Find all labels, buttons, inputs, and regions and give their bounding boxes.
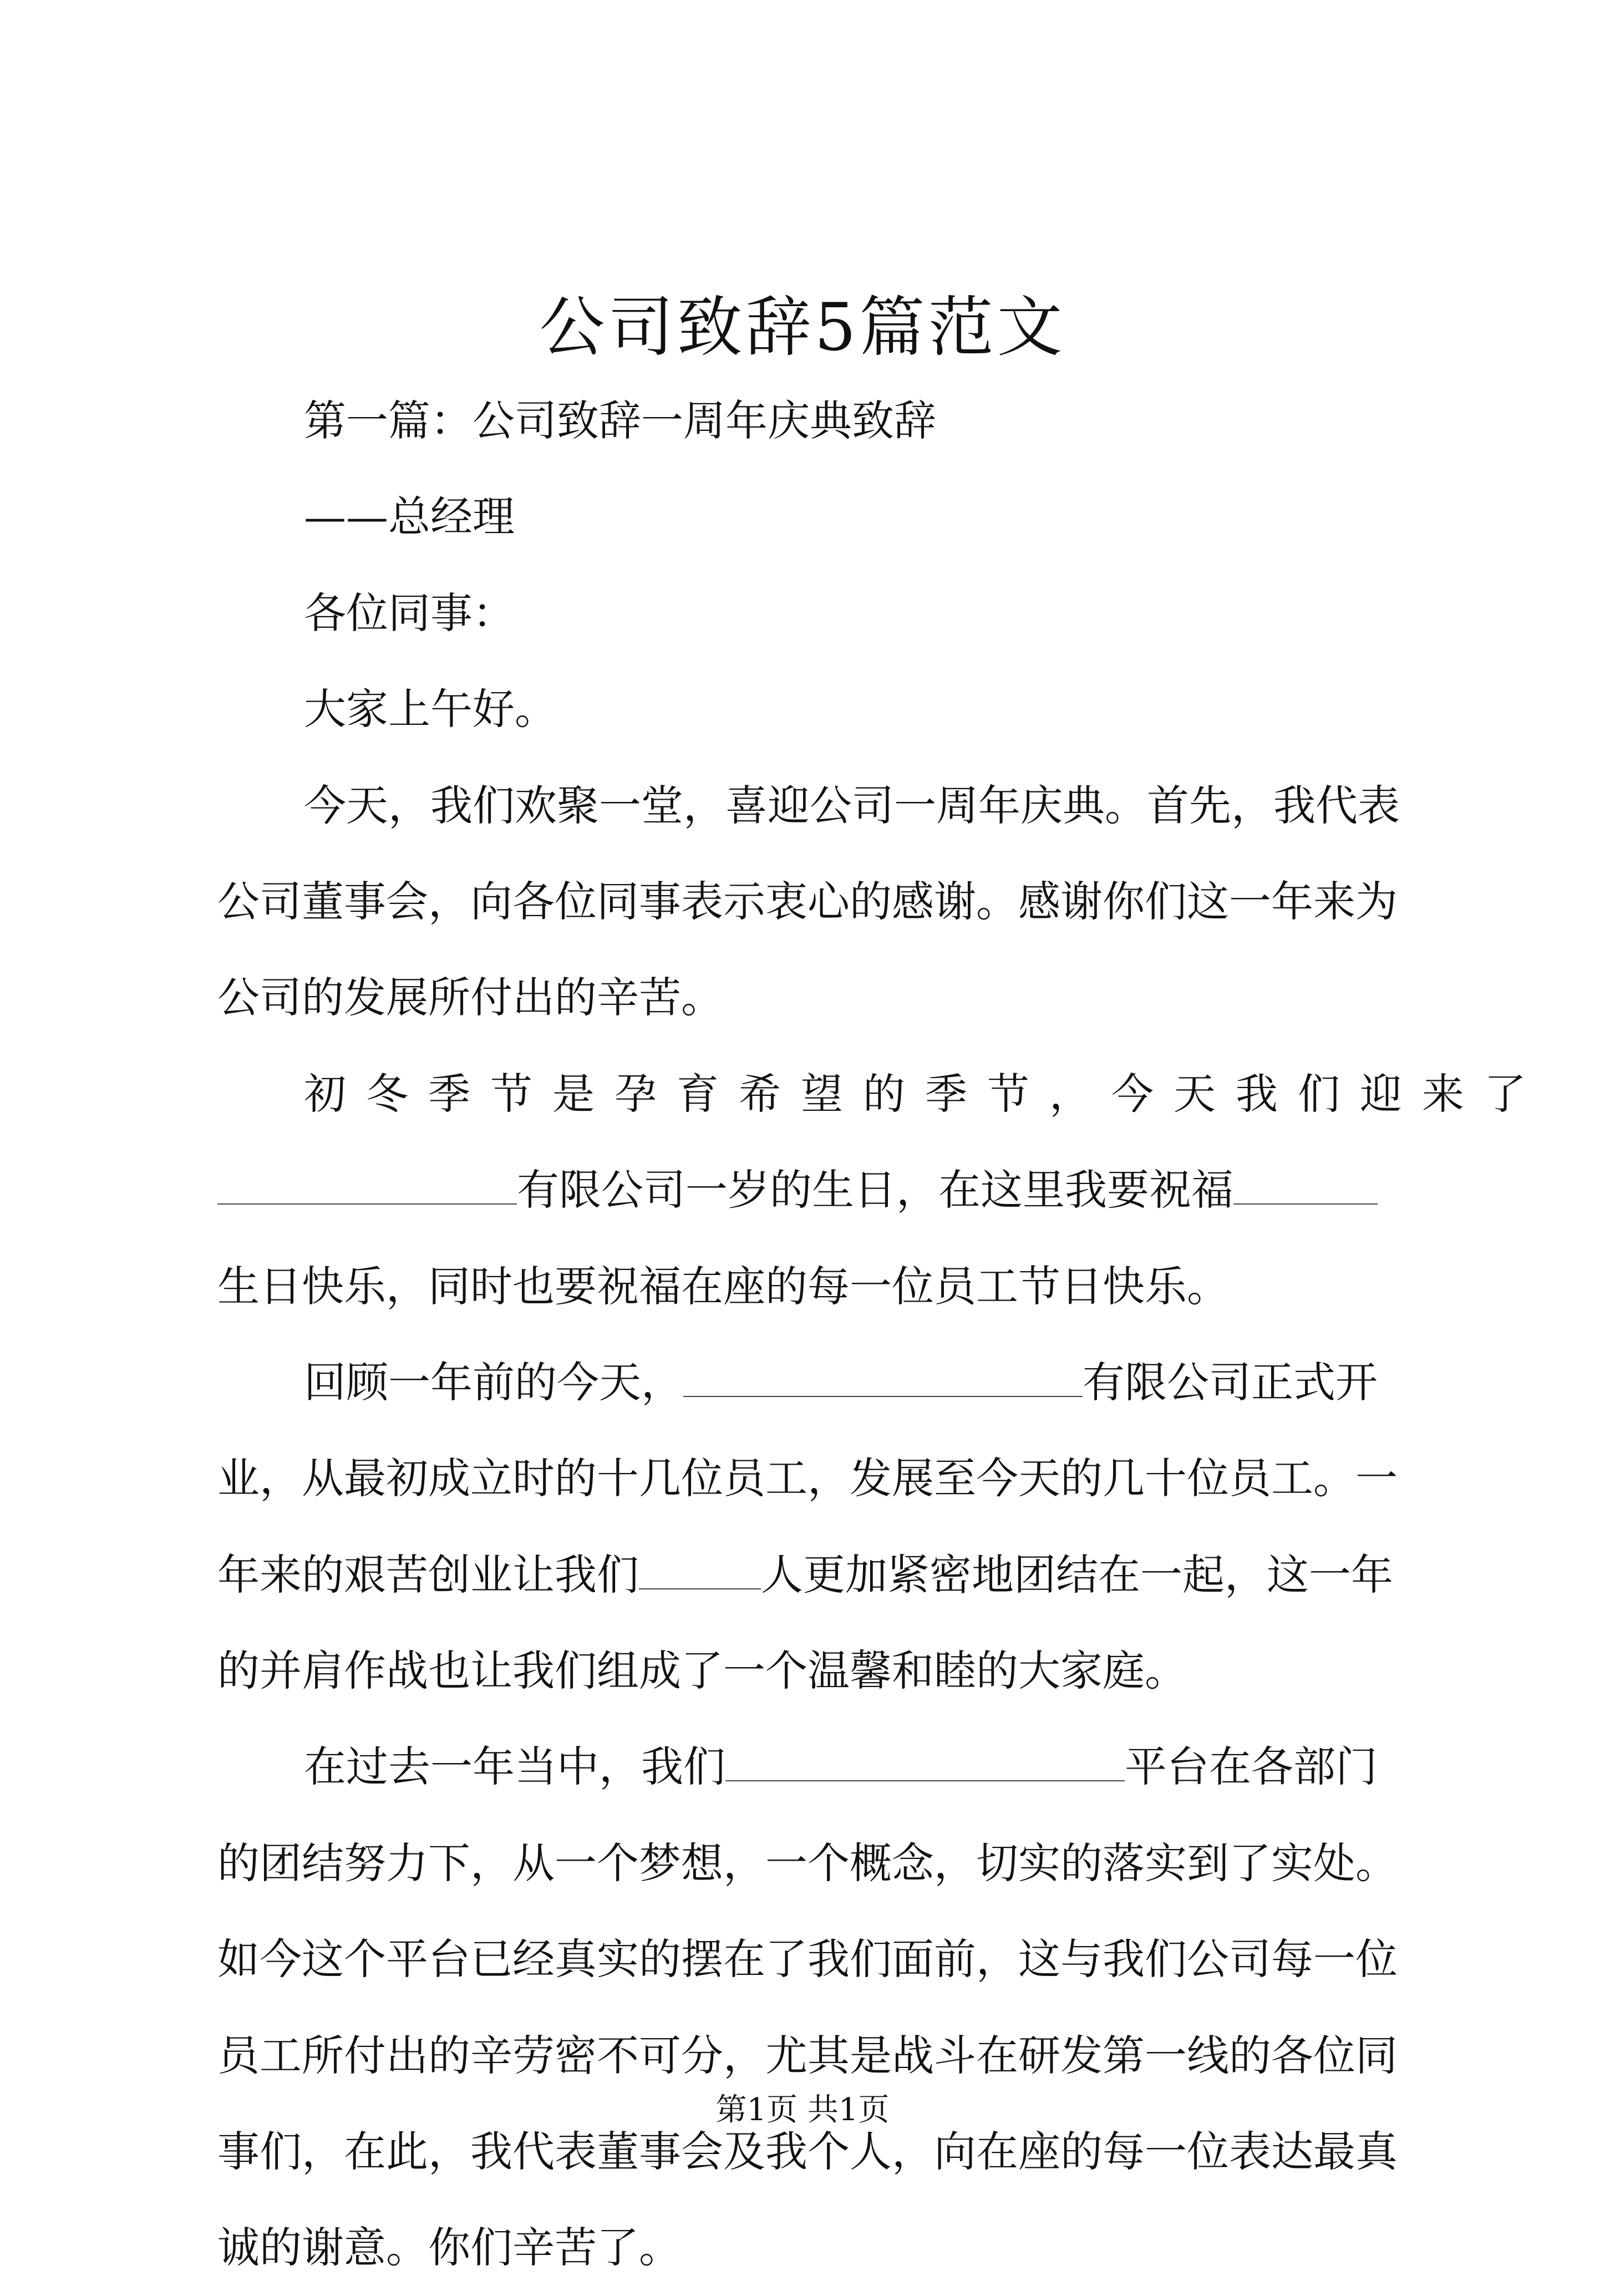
paragraph-line: 业，从最初成立时的十几位员工，发展至今天的几十位员工。一 <box>217 1454 1398 1503</box>
paragraph-line <box>217 1334 1410 1430</box>
paragraph-line: 生日快乐，同时也要祝福在座的每一位员工节日快乐。 <box>217 1261 1229 1311</box>
paragraph-line <box>217 1527 1410 1623</box>
page-footer: 第1页 共1页 <box>715 2092 890 2128</box>
paragraph-line-text: 回顾一年前的今天， <box>304 1357 683 1407</box>
paragraph-line: 诚的谢意。你们辛苦了。 <box>217 2223 681 2273</box>
paragraph-line-text: 平台在各部门 <box>1125 1742 1378 1792</box>
paragraph-line-text: 人更加紧密地团结在一起，这一年 <box>761 1550 1393 1599</box>
paragraph-line: 如今这个平台已经真实的摆在了我们面前，这与我们公司每一位 <box>217 1934 1398 1984</box>
paragraph-line: 事们，在此，我代表董事会及我个人，向在座的每一位表达最真 <box>217 2127 1398 2177</box>
paragraph-line: 员工所付出的辛劳密不可分，尤其是战斗在研发第一线的各位同 <box>217 2030 1398 2080</box>
paragraph-line: 公司董事会，向各位同事表示衷心的感谢。感谢你们这一年来为 <box>217 876 1398 926</box>
fill-in-blank <box>725 1741 1125 1781</box>
paragraph-line-text: 年来的艰苦创业让我们 <box>217 1550 639 1599</box>
fill-in-blank <box>217 1165 517 1205</box>
paragraph-line: 的团结努力下，从一个梦想，一个概念，切实的落实到了实处。 <box>217 1838 1398 1888</box>
fill-in-blank <box>639 1550 761 1589</box>
section-heading: 第一篇：公司致辞一周年庆典致辞 <box>304 396 936 445</box>
fill-in-blank <box>683 1357 1083 1397</box>
paragraph-line: 公司的发展所付出的辛苦。 <box>217 973 723 1023</box>
paragraph-line-text: 在过去一年当中，我们 <box>304 1742 725 1792</box>
greeting: 大家上午好。 <box>304 684 557 734</box>
fill-in-blank <box>1233 1165 1378 1205</box>
paragraph-line: 的并肩作战也让我们组成了一个温馨和睦的大家庭。 <box>217 1646 1187 1696</box>
salutation: 各位同事： <box>304 588 515 638</box>
paragraph-line-text: 有限公司正式开 <box>1083 1357 1378 1407</box>
paragraph-line <box>217 1719 1410 1815</box>
paragraph-line: 今天，我们欢聚一堂，喜迎公司一周年庆典。首先，我代表 <box>304 780 1400 830</box>
document-body <box>217 373 1546 2296</box>
speaker-line: ——总经理 <box>304 492 515 542</box>
paragraph-line: 初冬季节是孕育希望的季节，今天我们迎来了 <box>304 1069 1546 1119</box>
paragraph-line <box>217 1142 1410 1238</box>
document-title: 公司致辞5篇范文 <box>539 289 1066 365</box>
paragraph-line-text: 有限公司一岁的生日，在这里我要祝福 <box>517 1165 1233 1215</box>
